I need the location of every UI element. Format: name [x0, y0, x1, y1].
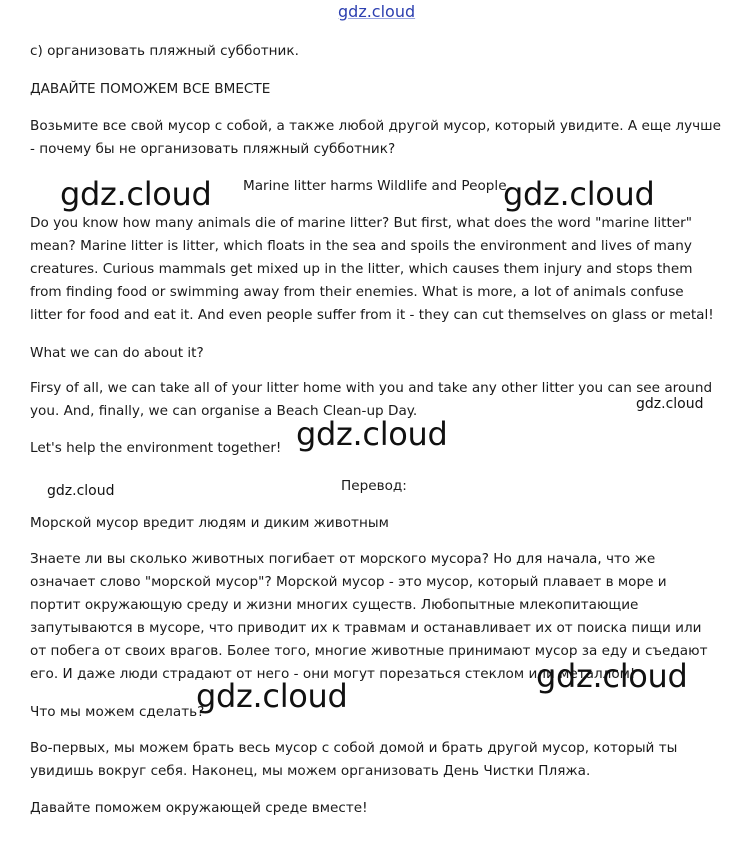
- question-en: What we can do about it?: [30, 345, 204, 361]
- watermark: gdz.cloud: [60, 175, 212, 213]
- closing-ru: Давайте поможем окружающей среде вместе!: [30, 800, 368, 816]
- header-watermark-link[interactable]: gdz.cloud: [338, 2, 416, 21]
- paragraph-ru-1: Знаете ли вы сколько животных погибает от морского мусора? Но для начала, что же означает слово "морской мусор"? Морской мусор - это мусор, который плавает в море и портит окружающую среду и жизни многих существ. Любопытные млекопитающие запутываются в мусоре, что приводит их к травмам и останавливает их от поиска пищи или от побега от своих врагов. Более того, многие животные принимают мусор за еду и съедают его. И даже люди страдают от него - они могут порезаться стеклом или металлом!: [30, 551, 708, 682]
- article-title-en: Marine litter harms Wildlife and People: [243, 178, 507, 194]
- watermark: gdz.cloud: [503, 175, 655, 213]
- watermark: gdz.cloud: [196, 677, 348, 715]
- watermark: gdz.cloud: [296, 415, 448, 453]
- translation-label: Перевод:: [341, 478, 407, 494]
- paragraph-ru-intro: Возьмите все свой мусор с собой, а также любой другой мусор, который увидите. А еще лучше - почему бы не организовать пляжный субботник?: [30, 118, 721, 157]
- heading-ru: ДАВАЙТЕ ПОМОЖЕМ ВСЕ ВМЕСТЕ: [30, 81, 271, 97]
- watermark: gdz.cloud: [636, 396, 704, 412]
- article-title-ru: Морской мусор вредит людям и диким животным: [30, 515, 389, 531]
- paragraph-ru-2: Во-первых, мы можем брать весь мусор с собой домой и брать другой мусор, который ты увидишь вокруг себя. Наконец, мы можем организовать День Чистки Пляжа.: [30, 740, 678, 779]
- closing-en: Let's help the environment together!: [30, 440, 282, 456]
- paragraph-en-1: Do you know how many animals die of marine litter? But first, what does the word "marine litter" mean? Marine litter is litter, which floats in the sea and spoils the environment and lives of many creatures. Curious mammals get mixed up in the litter, which causes them injury and stops them from finding food or swimming away from their enemies. What is more, a lot of animals confuse litter for food and eat it. And even people suffer from it - they can cut themselves on glass or metal!: [30, 215, 714, 323]
- question-ru: Что мы можем сделать?: [30, 704, 205, 720]
- paragraph-en-2: Firsy of all, we can take all of your litter home with you and take any other litter you can see around you. And, finally, we can organise a Beach Clean-up Day.: [30, 380, 713, 419]
- option-c-text: c) организовать пляжный субботник.: [30, 43, 299, 59]
- watermark: gdz.cloud: [536, 657, 688, 695]
- watermark: gdz.cloud: [47, 483, 115, 499]
